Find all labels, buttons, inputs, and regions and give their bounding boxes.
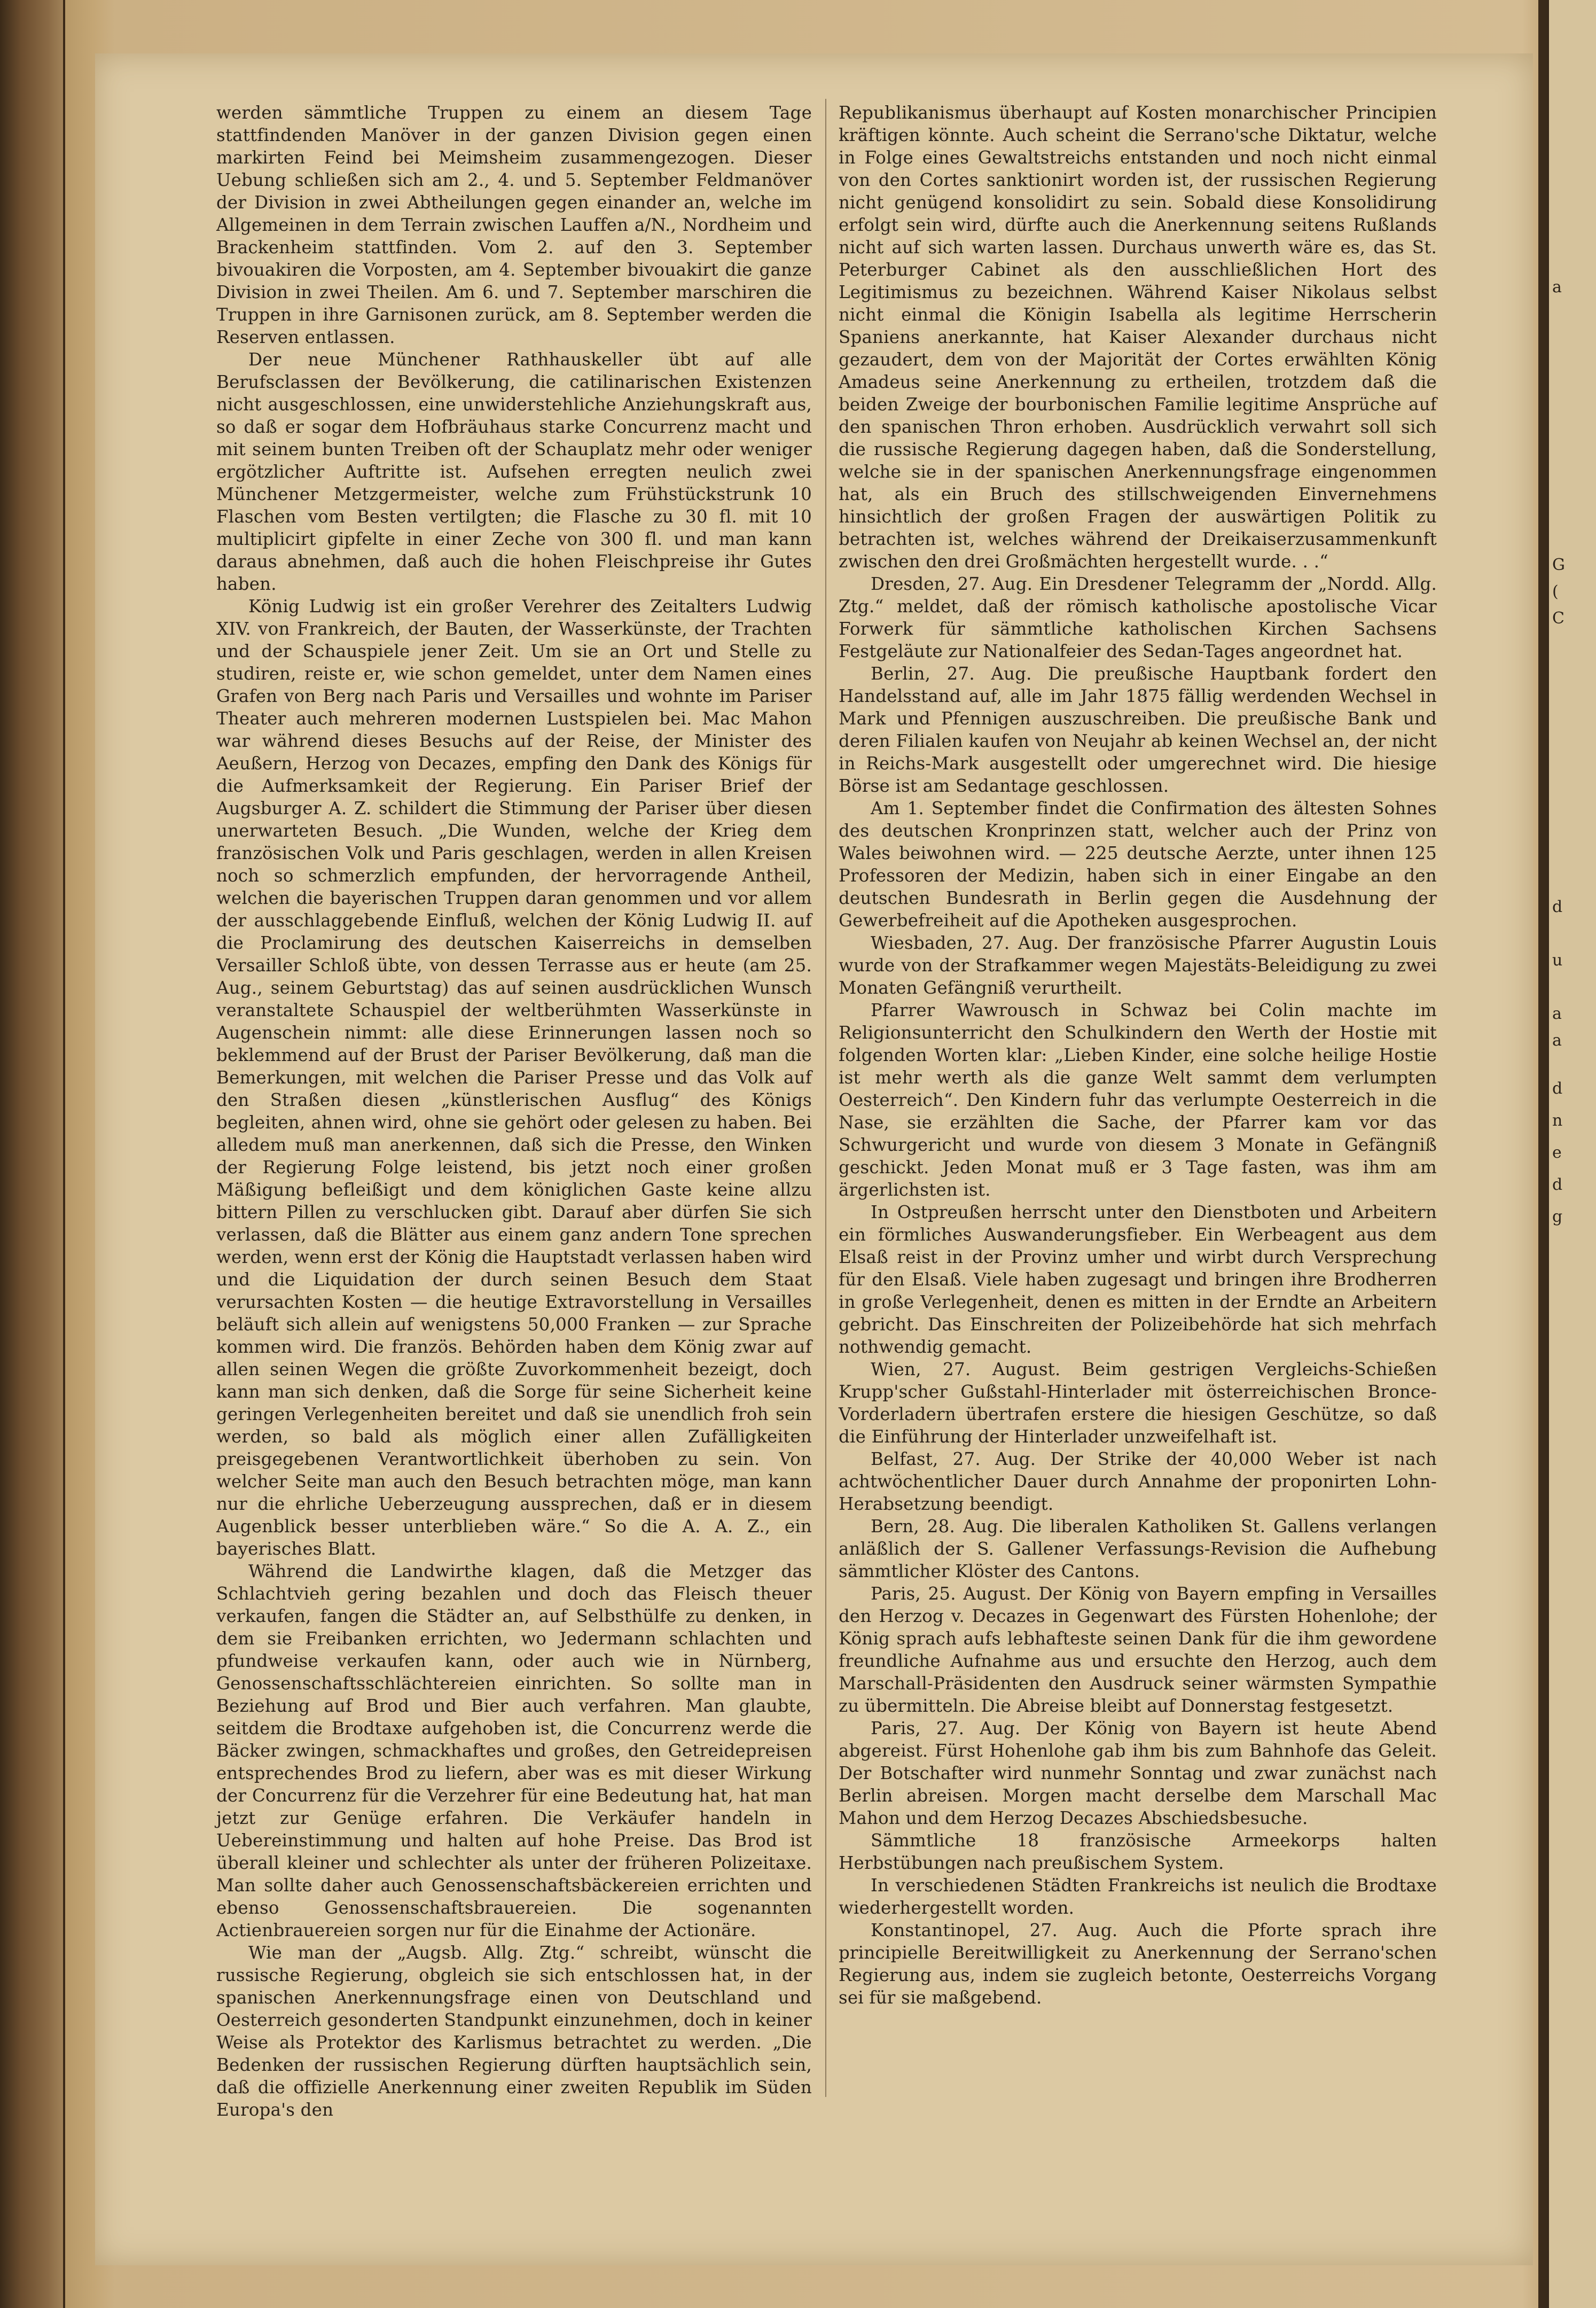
edge-fragment: ( [1552, 582, 1559, 601]
edge-fragment: u [1552, 951, 1563, 970]
article-paragraph: Berlin, 27. Aug. Die preußische Hauptbank fordert den Handelsstand auf, alle im Jahr 1875 fällig werdenden Wechsel in Mark und Pfennigen auszuschreiben. Die preußische Bank und deren Filialen kaufen von Neujahr ab keinen Wechsel an, der nicht in Reichs-Mark ausgestellt oder umgerechnet wird. Die hiesige Börse ist am Sedantage geschlossen. [839, 664, 1437, 796]
article-paragraph: Paris, 25. August. Der König von Bayern empfing in Versailles den Herzog v. Decazes in Gegenwart des Fürsten Hohenlohe; der König sprach aufs lebhafteste seinen Dank für die ihm gewordene freundliche Aufnahme aus und ersuchte den Herzog, auch dem Marschall-Präsidenten den Ausdruck seiner wärmsten Sympathie zu übermitteln. Die Abreise bleibt auf Donnerstag festgesetzt. [839, 1584, 1437, 1716]
edge-fragment: a [1552, 1031, 1562, 1050]
article-paragraph: Sämmtliche 18 französische Armeekorps halten Herbstübungen nach preußischem System. [839, 1830, 1437, 1873]
edge-fragment: e [1552, 1143, 1562, 1162]
article-paragraph: Republikanismus überhaupt auf Kosten monarchischer Principien kräftigen könnte. Auch scheint die Serrano'sche Diktatur, welche in Folge eines Gewaltstreichs entstanden und noch nicht einmal von den Cortes sanktionirt worden ist, der russischen Regierung nicht genügend konsolidirt zu sein. Sobald diese Konsolidirung erfolgt sein wird, dürfte auch die Anerkennung seitens Rußlands nicht auf sich warten lassen. Durchaus unwerth wäre es, das St. Peterburger Cabinet als den ausschließlichen Hort des Legitimismus zu bezeichnen. Während Kaiser Nikolaus selbst nicht einmal die Königin Isabella als legitime Herrscherin Spaniens anerkannte, hat Kaiser Alexander durchaus nicht gezaudert, dem von der Majorität der Cortes erwählten König Amadeus seine Anerkennung zu ertheilen, trotzdem daß die beiden Zweige der bourbonischen Familie legitime Ansprüche auf den spanischen Thron erhoben. Ausdrücklich verwahrt soll sich die russische Regierung dagegen haben, daß die Sonderstellung, welche sie in der spanischen Anerkennungsfrage eingenommen hat, als ein Bruch des stillschweigenden Einvernehmens hinsichtlich der großen Fragen der auswärtigen Politik zu betrachten ist, welches während der Dreikaiserzusammenkunft zwischen den drei Großmächten hergestellt wurde. . .“ [839, 103, 1437, 572]
edge-fragment: n [1552, 1111, 1563, 1130]
article-paragraph: In verschiedenen Städten Frankreichs ist neulich die Brodtaxe wiederhergestellt worden. [839, 1875, 1437, 1918]
article-paragraph: Dresden, 27. Aug. Ein Dresdener Telegramm der „Nordd. Allg. Ztg.“ meldet, daß der römisch katholische apostolische Vicar Forwerk für sämmtliche katholischen Kirchen Sachsens Festgeläute zur Nationalfeier des Sedan-Tages angeordnet hat. [839, 574, 1437, 661]
article-paragraph: Der neue Münchener Rathhauskeller übt auf alle Berufsclassen der Bevölkerung, die catilinarischen Existenzen nicht ausgeschlossen, eine unwiderstehliche Anziehungskraft aus, so daß er sogar dem Hofbräuhaus starke Concurrenz macht und mit seinem bunten Treiben oft der Schauplatz mehr oder weniger ergötzlicher Auftritte ist. Aufsehen erregten neulich zwei Münchener Metzgermeister, welche zum Frühstückstrunk 10 Flaschen vom Besten vertilgten; die Flasche zu 30 fl. mit 10 multiplicirt gipfelte in einer Zeche von 300 fl. und man kann daraus abnehmen, daß auch die hohen Fleischpreise ihr Gutes haben. [216, 349, 812, 594]
left-column [216, 102, 812, 2121]
article-paragraph: werden sämmtliche Truppen zu einem an diesem Tage stattfindenden Manöver in der ganzen Division gegen einen markirten Feind bei Meimsheim zusammengezogen. Dieser Uebung schließen sich am 2., 4. und 5. September Feldmanöver der Division in zwei Abtheilungen gegen einander an, welche im Allgemeinen in dem Terrain zwischen Lauffen a/N., Nordheim und Brackenheim stattfinden. Vom 2. auf den 3. September bivouakiren die Vorposten, am 4. September bivouakirt die ganze Division in zwei Theilen. Am 6. und 7. September marschiren die Truppen in ihre Garnisonen zurück, am 8. September werden die Reserven entlassen. [216, 103, 812, 347]
article-paragraph: Belfast, 27. Aug. Der Strike der 40,000 Weber ist nach achtwöchentlicher Dauer durch Annahme der proponirten Lohn-Herabsetzung beendigt. [839, 1449, 1437, 1514]
article-paragraph: Während die Landwirthe klagen, daß die Metzger das Schlachtvieh gering bezahlen und doch das Fleisch theuer verkaufen, fangen die Städter an, auf Selbsthülfe zu denken, in dem sie Freibanken errichten, wo Jedermann schlachten und pfundweise verkaufen kann, oder auch wie in Nürnberg, Genossenschaftsschlächtereien einrichten. So sollte man in Beziehung auf Brod und Bier auch verfahren. Man glaubte, seitdem die Brodtaxe aufgehoben ist, die Concurrenz werde die Bäcker zwingen, schmackhaftes und großes, den Getreidepreisen entsprechendes Brod zu liefern, aber was es mit dieser Wirkung der Concurrenz für die Verzehrer für eine Bedeutung hat, hat man jetzt zur Genüge erfahren. Die Verkäufer handeln in Uebereinstimmung und halten auf hohe Preise. Das Brod ist überall kleiner und schlechter als unter der früheren Polizeitaxe. Man sollte daher auch Genossenschaftsbäckereien errichten und ebenso Genossenschaftsbrauereien. Die sogenannten Actienbrauereien sorgen nur für die Einahme der Actionäre. [216, 1561, 812, 1940]
article-paragraph: Pfarrer Wawrousch in Schwaz bei Colin machte im Religionsunterricht den Schulkindern den Werth der Hostie mit folgenden Worten klar: „Lieben Kinder, eine solche heilige Hostie ist mehr werth als die ganze Welt sammt dem verlumpten Oesterreich“. Den Kindern fuhr das verlumpte Oesterreich in die Nase, sie erzählten die Sache, der Pfarrer kam vor das Schwurgericht und wurde von diesem 3 Monate in Gefängniß geschickt. Jeden Monat muß er 3 Tage fasten, was ihm am ärgerlichsten ist. [839, 1000, 1437, 1200]
edge-fragment: d [1552, 1079, 1563, 1098]
article-paragraph: Am 1. September findet die Confirmation des ältesten Sohnes des deutschen Kronprinzen statt, welcher auch der Prinz von Wales beiwohnen wird. — 225 deutsche Aerzte, unter ihnen 125 Professoren der Medizin, haben sich in einer Eingabe an den deutschen Bundesrath in Berlin gegen die Ausdehnung der Gewerbefreiheit auf die Apotheken ausgesprochen. [839, 798, 1437, 931]
edge-fragment: g [1552, 1207, 1563, 1226]
article-paragraph: Wie man der „Augsb. Allg. Ztg.“ schreibt, wünscht die russische Regierung, obgleich sie sich entschlossen hat, in der spanischen Anerkennungsfrage einen von Deutschland und Oesterreich gesonderten Standpunkt einzunehmen, doch in keiner Weise als Protektor des Karlismus betrachtet zu werden. „Die Bedenken der russischen Regierung dürften hauptsächlich sein, daß die offizielle Anerkennung einer zweiten Republik im Süden Europa's den [216, 1943, 812, 2120]
edge-fragment: C [1552, 609, 1564, 628]
edge-fragment: d [1552, 898, 1563, 916]
edge-fragment: G [1552, 556, 1565, 574]
column-divider [825, 99, 826, 2097]
article-paragraph: König Ludwig ist ein großer Verehrer des Zeitalters Ludwig XIV. von Frankreich, der Bauten, der Wasserkünste, der Trachten und der Schauspiele jener Zeit. Um sie an Ort und Stelle zu studiren, reiste er, wie schon gemeldet, unter dem Namen eines Grafen von Berg nach Paris und Versailles und wohnte im Pariser Theater auch mehreren modernen Lustspielen bei. Mac Mahon war während dieses Besuchs auf der Reise, der Minister des Aeußern, Herzog von Decazes, empfing den Dank des Königs für die Aufmerksamkeit der Regierung. Ein Pariser Brief der Augsburger A. Z. schildert die Stimmung der Pariser über diesen unerwarteten Besuch. „Die Wunden, welche der Krieg dem französischen Volk und Paris geschlagen, werden in allen Kreisen noch so schmerzlich empfunden, der hervorragende Antheil, welchen die bayerischen Truppen daran genommen und vor allem der ausschlaggebende Einfluß, welchen der König Ludwig II. auf die Proclamirung des deutschen Kaiserreichs in demselben Versailler Schloß übte, von dessen Terrasse aus er heute (am 25. Aug., seinem Geburtstag) das auf seinen ausdrücklichen Wunsch veranstaltete Schauspiel der weltberühmten Wasserkünste in Augenschein nimmt: alle diese Erinnerungen lassen noch so beklemmend auf der Brust der Pariser Bevölkerung, daß man die Bemerkungen, mit welchen die Pariser Presse und das Volk auf den Straßen diesen „künstlerischen Ausflug“ des Königs begleiten, ahnen wird, ohne sie gehört oder gelesen zu haben. Bei alledem muß man anerkennen, daß sich die Presse, den Winken der Regierung Folge leistend, bis jetzt noch einer großen Mäßigung befleißigt und dem königlichen Gaste keine allzu bittern Pillen zu verschlucken gibt. Darauf aber dürfen Sie sich verlassen, daß die Blätter aus einem ganz andern Tone sprechen werden, wenn erst der König die Hauptstadt verlassen haben wird und die Liquidation der durch seinen Besuch dem Staat verursachten Kosten — die heutige Extravorstellung in Versailles beläuft sich allein auf wenigstens 50,000 Franken — zur Sprache kommen wird. Die französ. Behörden haben dem König zwar auf allen seinen Wegen die größte Zuvorkommenheit bezeigt, doch kann man sich denken, daß die Sorge für seine Sicherheit keine geringen Verlegenheiten bereitet und daß sie unendlich froh sein werden, so bald als möglich einer allen Zufälligkeiten preisgegebenen Verantwortlichkeit überhoben zu sein. Von welcher Seite man auch den Besuch betrachten möge, man kann nur die ehrliche Ueberzeugung aussprechen, daß er in diesem Augenblick besser unterblieben wäre.“ So die A. A. Z., ein bayerisches Blatt. [216, 596, 812, 1559]
right-column [839, 102, 1437, 2009]
article-paragraph: In Ostpreußen herrscht unter den Dienstboten und Arbeitern ein förmliches Auswanderungsfieber. Ein Werbeagent aus dem Elsaß reist in der Provinz umher und wirbt durch Versprechung für den Elsaß. Viele haben zugesagt und bringen ihre Brodherren in große Verlegenheit, denen es mitten in der Erndte an Arbeitern gebricht. Das Einschreiten der Polizeibehörde hat sich mehrfach nothwendig gemacht. [839, 1202, 1437, 1357]
edge-fragment: a [1552, 278, 1562, 297]
article-paragraph: Bern, 28. Aug. Die liberalen Katholiken St. Gallens verlangen anläßlich der S. Gallener Verfassungs-Revision die Aufhebung sämmtlicher Klöster des Cantons. [839, 1516, 1437, 1581]
article-paragraph: Wiesbaden, 27. Aug. Der französische Pfarrer Augustin Louis wurde von der Strafkammer wegen Majestäts-Beleidigung zu zwei Monaten Gefängniß verurtheilt. [839, 933, 1437, 998]
adjacent-page-edge [1549, 0, 1596, 2308]
edge-fragment: a [1552, 1004, 1562, 1023]
article-paragraph: Konstantinopel, 27. Aug. Auch die Pforte sprach ihre principielle Bereitwilligkeit zu Anerkennung der Serrano'schen Regierung aus, indem sie zugleich betonte, Oesterreichs Vorgang sei für sie maßgebend. [839, 1920, 1437, 2008]
article-paragraph: Paris, 27. Aug. Der König von Bayern ist heute Abend abgereist. Fürst Hohenlohe gab ihm bis zum Bahnhofe das Geleit. Der Botschafter wird nunmehr Sonntag und zwar zunächst nach Berlin abreisen. Morgen macht derselbe dem Marschall Mac Mahon und dem Herzog Decazes Abschiedsbesuche. [839, 1718, 1437, 1828]
edge-fragment: d [1552, 1175, 1563, 1194]
article-paragraph: Wien, 27. August. Beim gestrigen Vergleichs-Schießen Krupp'scher Gußstahl-Hinterlader mit österreichischen Bronce-Vorderladern übertrafen erstere die hiesigen Geschütze, so daß die Einführung der Hinterlader unzweifelhaft ist. [839, 1359, 1437, 1447]
